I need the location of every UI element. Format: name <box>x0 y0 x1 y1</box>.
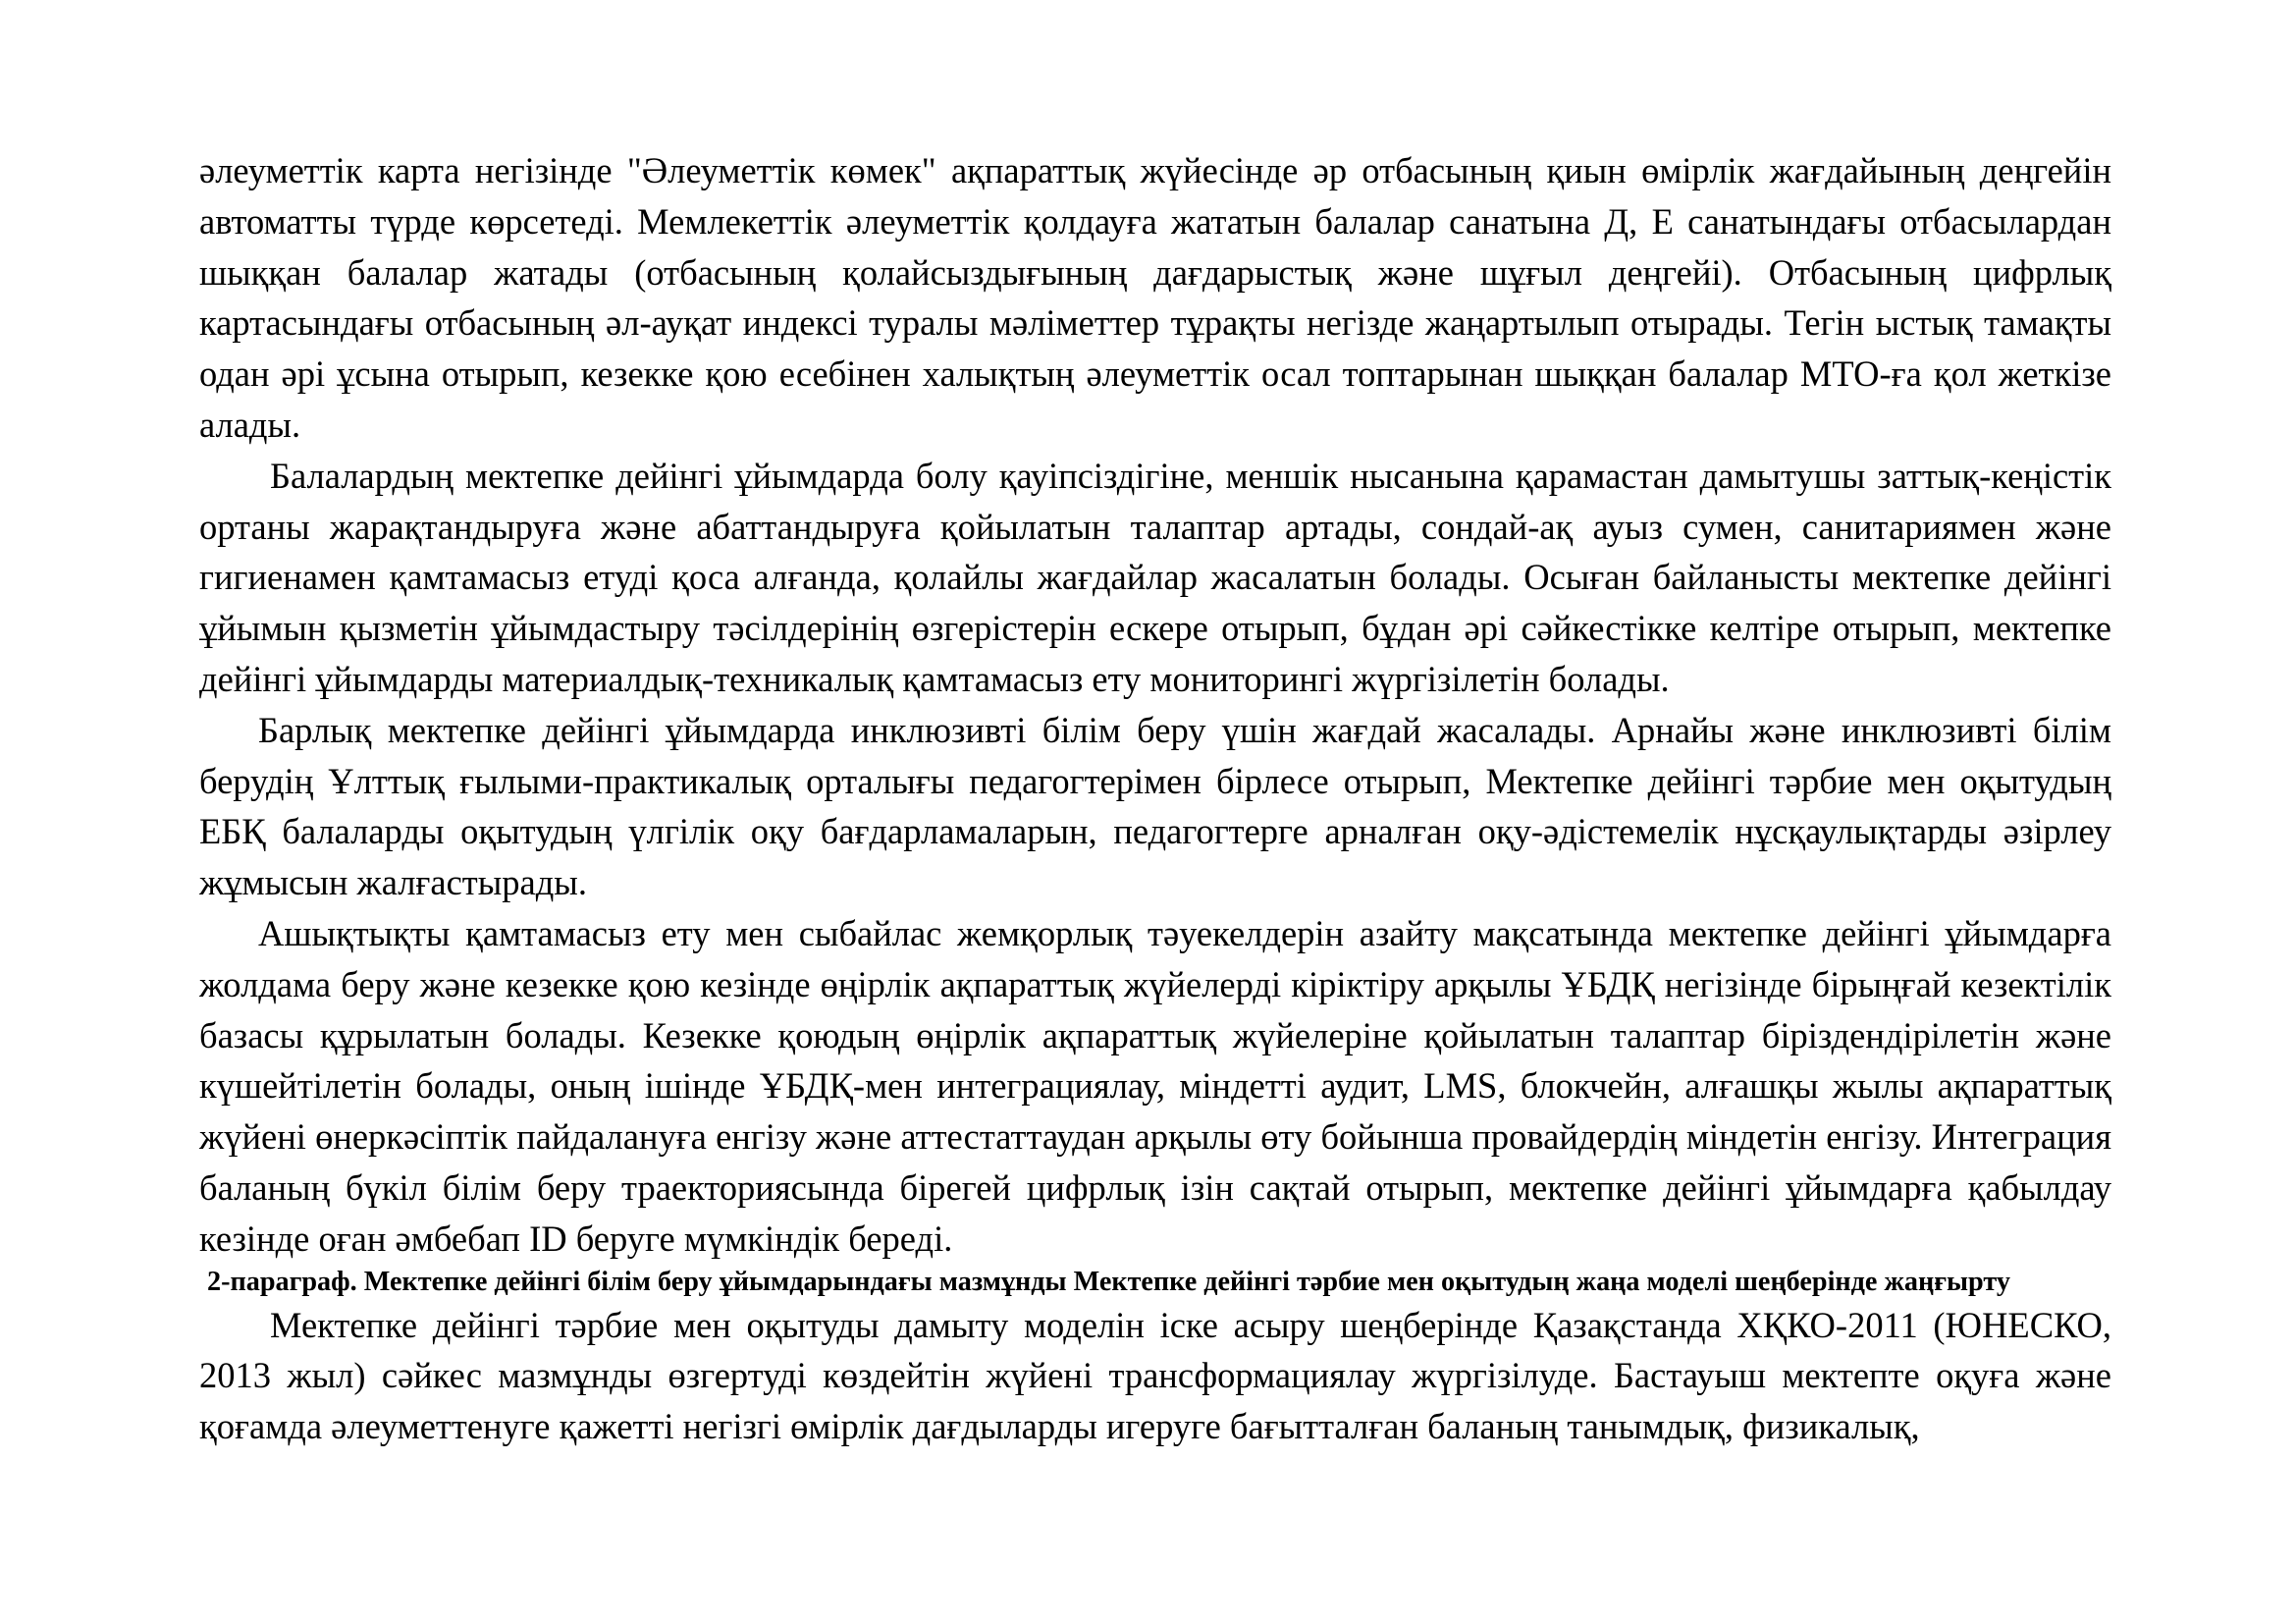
paragraph-queue-transparency: Ашықтықты қамтамасыз ету мен сыбайлас жемқорлық тәуекелдерін азайту мақсатында мектепке дейінгі ұйымдарға жолдама беру және кезекке қою кезінде өңірлік ақпараттық жүйелерді кіріктіру арқылы ҰБДҚ негізінде бірыңғай кезектілік базасы құрылатын болады. Кезекке қоюдың өңірлік ақпараттық жүйелеріне қойылатын талаптар біріздендірілетін және күшейтілетін болады, оның ішінде ҰБДҚ-мен интеграциялау, міндетті аудит, LMS, блокчейн, алғашқы жылы ақпараттық жүйені өнеркәсіптік пайдалануға енгізу және аттестаттаудан арқылы өту бойынша провайдердің міндетін енгізу. Интеграция баланың бүкіл білім беру траекториясында бірегей цифрлық ізін сақтай отырып, мектепке дейінгі ұйымдарға қабылдау кезінде оған әмбебап ID беруге мүмкіндік береді. <box>199 912 2111 1259</box>
paragraph-safety-requirements: Балалардың мектепке дейінгі ұйымдарда болу қауіпсіздігіне, меншік нысанына қарамастан дамытушы заттық-кеңістік ортаны жарақтандыруға және абаттандыруға қойылатын талаптар артады, сондай-ақ ауыз сумен, санитариямен және гигиенамен қамтамасыз етуді қоса алғанда, қолайлы жағдайлар жасалатын болады. Осыған байланысты мектепке дейінгі ұйымын қызметін ұйымдастыру тәсілдерінің өзгерістерін ескере отырып, бұдан әрі сәйкестікке келтіре отырып, мектепке дейінгі ұйымдарды материалдық-техникалық қамтамасыз ету мониторингі жүргізілетін болады. <box>199 455 2111 699</box>
paragraph-model-transformation: Мектепке дейінгі тәрбие мен оқытуды дамыту моделін іске асыру шеңберінде Қазақстанда ХҚКО-2011 (ЮНЕСКО, 2013 жыл) сәйкес мазмұнды өзгертуді көздейтін жүйені трансформациялау жүргізілуде. Бастауыш мектепте оқуға және қоғамда әлеуметтенуге қажетті негізгі өмірлік дағдыларды игеруге бағытталған баланың танымдық, физикалық, <box>199 1304 2111 1447</box>
document-page <box>199 145 2111 1452</box>
paragraph-social-card: әлеуметтік карта негізінде "Әлеуметтік көмек" ақпараттық жүйесінде әр отбасының қиын өмірлік жағдайының деңгейін автоматты түрде көрсетеді. Мемлекеттік әлеуметтік қолдауға жататын балалар санатына Д, Е санатындағы отбасылардан шыққан балалар жатады (отбасының қолайсыздығының дағдарыстық және шұғыл деңгейі). Отбасының цифрлық картасындағы отбасының әл-ауқат индексі туралы мәліметтер тұрақты негізде жаңартылып отырады. Тегін ыстық тамақты одан әрі ұсына отырып, кезекке қою есебінен халықтың әлеуметтік осал топтарынан шыққан балалар МТО-ға қол жеткізе алады. <box>199 150 2111 445</box>
paragraph-inclusive-education: Барлық мектепке дейінгі ұйымдарда инклюзивті білім беру үшін жағдай жасалады. Арнайы және инклюзивті білім берудің Ұлттық ғылыми-практикалық орталығы педагогтерімен бірлесе отырып, Мектепке дейінгі тәрбие мен оқытудың ЕБҚ балаларды оқытудың үлгілік оқу бағдарламаларын, педагогтерге арналған оқу-әдістемелік нұсқаулықтарды әзірлеу жұмысын жалғастырады. <box>199 709 2111 903</box>
section-heading: 2-параграф. Мектепке дейінгі білім беру ұйымдарындағы мазмұнды Мектепке дейінгі тәрбие мен оқытудың жаңа моделі шеңберінде жаңғырту <box>207 1266 2010 1297</box>
